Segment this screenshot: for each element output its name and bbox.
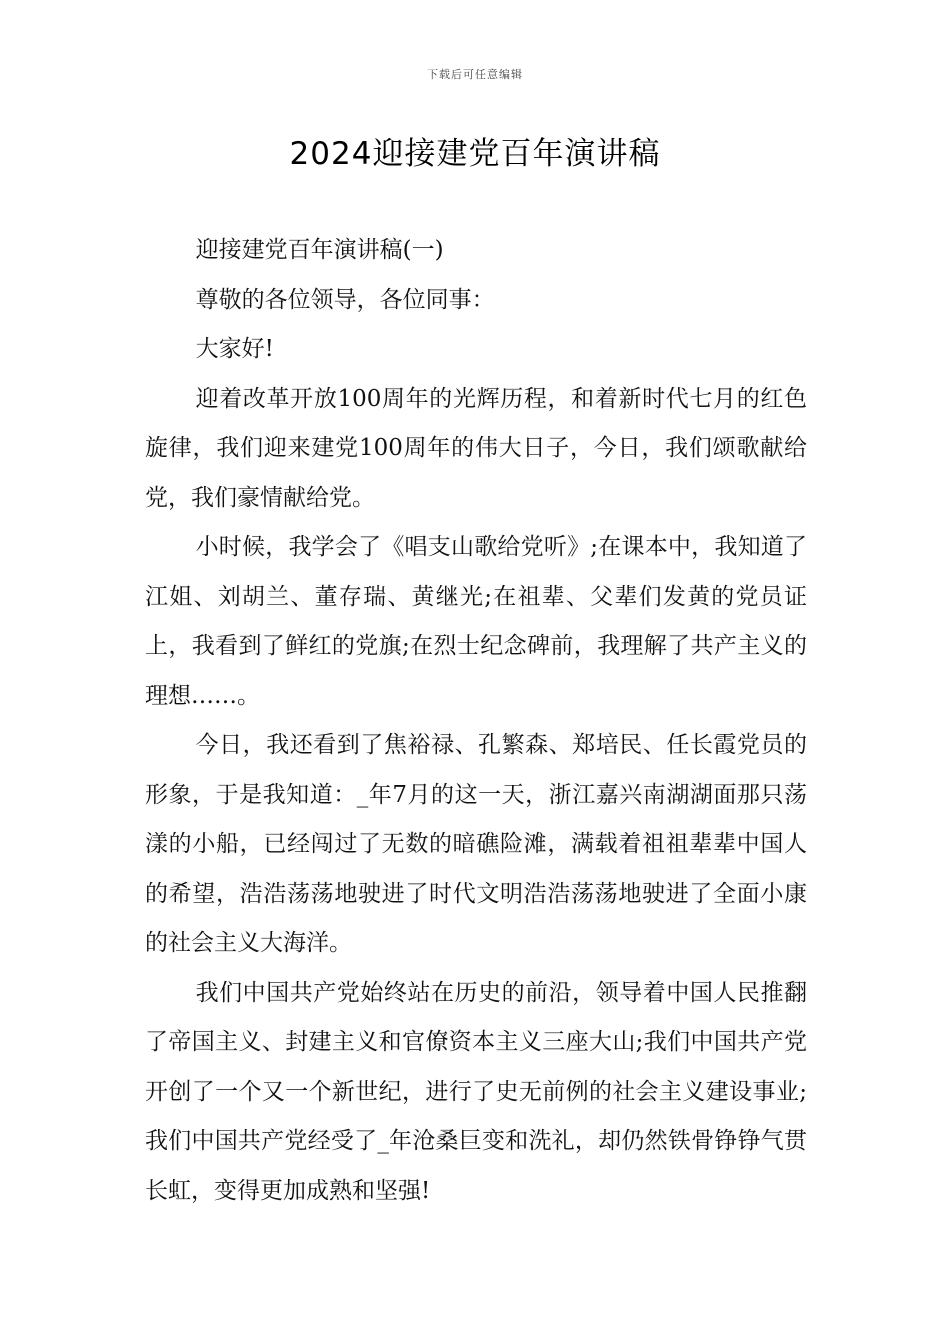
salutation: 尊敬的各位领导，各位同事： (195, 286, 495, 313)
document-body (145, 226, 807, 1216)
greeting: 大家好! (195, 336, 274, 362)
body-paragraph: 今日，我还看到了焦裕禄、孔繁森、郑培民、任长霞党员的形象，于是我知道：_年7月的这一天，浙江嘉兴南湖湖面那只荡漾的小船，已经闯过了无数的暗礁险滩，满载着祖祖辈辈中国人的希望，浩浩荡荡地驶进了时代文明浩浩荡荡地驶进了全面小康的社会主义大海洋。 (145, 732, 807, 956)
body-paragraph: 迎着改革开放100周年的光辉历程，和着新时代七月的红色旋律，我们迎来建党100周年的伟大日子，今日，我们颂歌献给党，我们豪情献给党。 (145, 385, 807, 511)
body-paragraph: 我们中国共产党始终站在历史的前沿，领导着中国人民推翻了帝国主义、封建主义和官僚资本主义三座大山;我们中国共产党开创了一个又一个新世纪，进行了史无前例的社会主义建设事业;我们中国共产党经受了_年沧桑巨变和洗礼，却仍然铁骨铮铮气贯长虹，变得更加成熟和坚强! (145, 979, 807, 1204)
speech-subtitle: 迎接建党百年演讲稿(一) (195, 237, 444, 263)
header-note: 下载后可任意编辑 (427, 68, 523, 81)
document-title: 2024迎接建党百年演讲稿 (289, 136, 661, 172)
body-paragraph: 小时候，我学会了《唱支山歌给党听》;在课本中，我知道了江姐、刘胡兰、董存瑞、黄继光;在祖辈、父辈们发黄的党员证上，我看到了鲜红的党旗;在烈士纪念碑前，我理解了共产主义的理想……。 (145, 534, 807, 709)
